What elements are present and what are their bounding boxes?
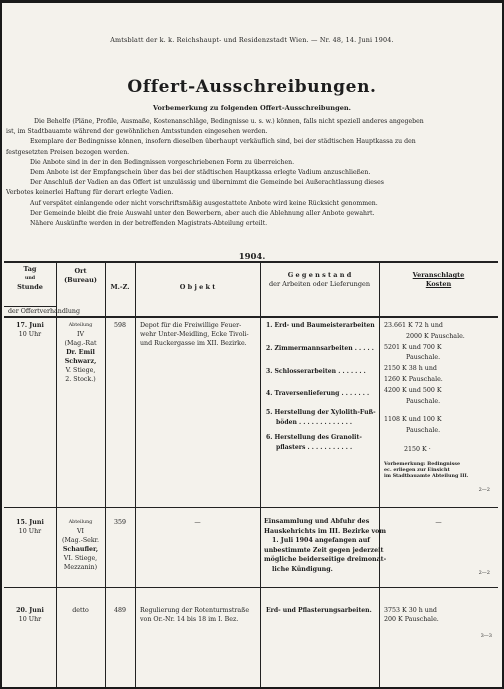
header-text: und <box>24 275 36 281</box>
row1-item: böden . . . . . . . . . . . . . <box>276 419 353 426</box>
header-text: Veranschlagte <box>412 271 465 279</box>
row1-item: 1. Erd- und Baumeisterarbeiten <box>266 322 375 329</box>
ort-text: VI. Stiege, <box>63 555 98 562</box>
cost-text: 200 K Pauschale. <box>384 616 439 623</box>
row1-item: 4. Traversenlieferung . . . . . . . <box>266 390 370 397</box>
ort-text: IV <box>76 331 85 338</box>
header-text: Kosten <box>425 280 452 288</box>
objekt-text: und Ruckergasse im XII. Bezirke. <box>140 340 247 347</box>
intro-line: Der Anschluß der Vadien an das Offert ist unzulässig und übernimmt die Gemeinde bei Außerachtlassung dieses <box>30 179 384 187</box>
row2-objekt: — <box>194 519 201 526</box>
row3-costs <box>384 606 496 624</box>
intro-line: ist, im Stadtbauamte während der gewöhnlichen Amtsstunden eingesehen werden. <box>6 128 268 136</box>
ort-text: Mezzanin) <box>63 564 98 571</box>
cost-text: Pauschale. <box>406 397 441 405</box>
row2-ort <box>56 518 105 572</box>
col-header-mz: M.-Z. <box>110 283 130 291</box>
row2-costs: — <box>435 519 442 526</box>
col-rule <box>260 261 261 687</box>
date-text: 20. Juni <box>16 607 44 614</box>
col-header-objekt: O b j e k t <box>179 283 216 291</box>
row3-item: Erd- und Pflasterungsarbeiten. <box>266 607 372 614</box>
cost-text: 5201 K und 700 K <box>384 343 442 351</box>
ort-text: Abteilung <box>68 323 93 328</box>
row1-item: 2. Zimmermannsarbeiten . . . . . <box>266 345 374 352</box>
ort-text: (Mag.-Rat <box>64 340 97 347</box>
header-text: Ort <box>74 267 87 275</box>
offer-table <box>4 261 498 687</box>
row1-note <box>384 461 496 479</box>
header-bottom-rule <box>4 316 498 318</box>
table-top-rule <box>4 261 498 263</box>
header-text: (Bureau) <box>64 276 97 284</box>
cost-text: Pauschale. <box>406 427 441 435</box>
row3-ort: detto <box>72 607 89 614</box>
intro-text <box>6 117 490 229</box>
intro-line: Nähere Auskünfte werden in der betreffenden Magistrats-Abteilung erteilt. <box>30 220 268 228</box>
date-text: 17. Juni <box>16 322 44 329</box>
row1-mz: 598 <box>113 322 127 329</box>
col-header-kosten <box>379 271 498 289</box>
objekt-text: Regulierung der Rotenturmstraße <box>140 607 250 614</box>
intro-line: Verbotes keinerlei Haftung für derart erlegte Vadien. <box>6 189 174 197</box>
cost-text: 3753 K 30 h und <box>384 607 437 614</box>
row2-date <box>4 518 56 536</box>
ort-text: V. Stiege, <box>65 367 96 374</box>
year-heading: 1904. <box>238 252 266 262</box>
item-text: liche Kündigung. <box>272 565 333 573</box>
objekt-text: von Or.-Nr. 14 bis 18 im I. Bez. <box>140 616 239 623</box>
intro-line: Die Behelfe (Pläne, Profile, Ausmaße, Kostenanschläge, Bedingnisse u. s. w.) können, falls nicht speziell anderes angegeben <box>34 118 424 125</box>
cost-text: 23.661 K 72 h und <box>384 322 443 329</box>
time-text: 10 Uhr <box>18 616 42 623</box>
row1-item: pflasters . . . . . . . . . . . <box>276 444 353 451</box>
ort-text: Schaufler, <box>62 546 99 553</box>
row3-objekt <box>140 606 258 624</box>
ort-text: 2. Stock.) <box>65 376 96 383</box>
running-header: Amtsblatt der k. k. Reichshaupt- und Residenzstadt Wien. — Nr. 48, 14. Juni 1904. <box>110 36 394 44</box>
intro-line: Die Anbote sind in der in den Bedingnissen vorgeschriebenen Form zu überreichen. <box>30 158 295 166</box>
ort-text: (Mag.-Sekr. <box>62 537 99 544</box>
time-text: 10 Uhr <box>18 331 42 338</box>
note-text: Vorbemerkung: Bedingnisse <box>384 461 461 467</box>
row-rule <box>4 507 498 508</box>
row-rule <box>4 587 498 588</box>
row3-ref: 3—3 <box>480 633 492 639</box>
ort-text: Abteilung <box>68 520 93 525</box>
cost-text: 1108 K und 100 K <box>384 416 442 424</box>
item-text: unbestimmte Zeit gegen jederzeit <box>264 546 384 554</box>
item-text: mögliche beiderseitige dreimonat- <box>264 556 387 564</box>
row1-item: 5. Herstellung der Xylolith-Fuß- <box>266 409 376 416</box>
row1-objekt <box>140 321 258 348</box>
cost-text: 2150 K · <box>404 445 431 453</box>
item-text: Hauskehrichts im III. Bezirke vom <box>264 527 387 535</box>
col-header-tag-bottom: der Offertverhandlung <box>8 308 81 315</box>
cost-text: 4200 K und 500 K <box>384 386 442 394</box>
ort-text: Dr. Emil <box>66 349 95 356</box>
col-header-gegenstand <box>260 271 379 289</box>
col-header-ort <box>56 267 105 285</box>
intro-line: festgesetzten Preisen bezogen werden. <box>6 148 130 156</box>
row1-ort <box>56 321 105 384</box>
row3-date <box>4 606 56 624</box>
ort-text: VI <box>76 528 85 535</box>
header-text: Stunde <box>17 283 43 291</box>
row1-item: 6. Herstellung des Granolit- <box>266 434 362 441</box>
note-text: im Stadtbauamte Abteilung III. <box>384 473 469 479</box>
date-text: 15. Juni <box>16 519 44 526</box>
intro-line: Der Gemeinde bleibt die freie Auswahl unter den Bewerbern, aber auch die Ablehnung aller Anbote gewahrt. <box>30 209 375 217</box>
objekt-text: Depot für die Freiwillige Feuer- <box>140 322 242 329</box>
cost-text <box>384 437 496 445</box>
col-rule <box>379 261 380 687</box>
time-text: 10 Uhr <box>18 528 42 535</box>
col-header-tag <box>4 265 56 292</box>
col-rule <box>135 261 136 687</box>
cost-text: Pauschale. <box>406 354 441 362</box>
ort-text: Schwarz, <box>64 358 97 365</box>
row2-gegenstand <box>264 517 387 575</box>
document-page <box>2 3 502 687</box>
row1-item: 3. Schlosserarbeiten . . . . . . . <box>266 368 366 375</box>
item-text: 1. Juli 1904 angefangen auf <box>272 537 370 545</box>
intro-line: Auf verspätet einlangende oder nicht vorschriftsmäßig ausgestattete Anbote wird keine Rücksicht genommen. <box>30 199 378 207</box>
subtitle: Vorbemerkung zu folgenden Offert-Ausschreibungen. <box>153 104 351 112</box>
row3-mz: 489 <box>113 607 127 614</box>
header-text: der Arbeiten oder Lieferungen <box>268 280 371 288</box>
row2-mz: 359 <box>113 519 127 526</box>
cost-text <box>384 407 496 415</box>
page-title: Offert-Ausschreibungen. <box>127 77 377 97</box>
row1-date <box>4 321 56 339</box>
row1-costs <box>384 321 496 456</box>
header-text: Tag <box>23 265 37 273</box>
objekt-text: wehr Unter-Meidling, Ecke Tivoli- <box>140 331 249 338</box>
intro-line: Dem Anbote ist der Empfangschein über das bei der städtischen Hauptkassa erlegte Vadium anzuschließen. <box>30 169 371 177</box>
cost-text: 2000 K Pauschale. <box>406 332 465 340</box>
cost-text: 2150 K 38 h und <box>384 365 437 373</box>
cost-text: 1260 K Pauschale. <box>384 375 443 383</box>
item-text: Einsammlung und Abfuhr des <box>264 518 370 525</box>
header-text: G e g e n s t a n d <box>287 271 352 279</box>
row1-ref: 2—2 <box>478 487 490 493</box>
row2-ref: 2—2 <box>478 570 490 576</box>
intro-line: Exemplare der Bedingnisse können, insofern dieselben überhaupt verkäuflich sind, bei der städtischen Hauptkassa zu den <box>30 138 416 146</box>
note-text: ec. erliegen zur Einsicht <box>384 467 450 473</box>
